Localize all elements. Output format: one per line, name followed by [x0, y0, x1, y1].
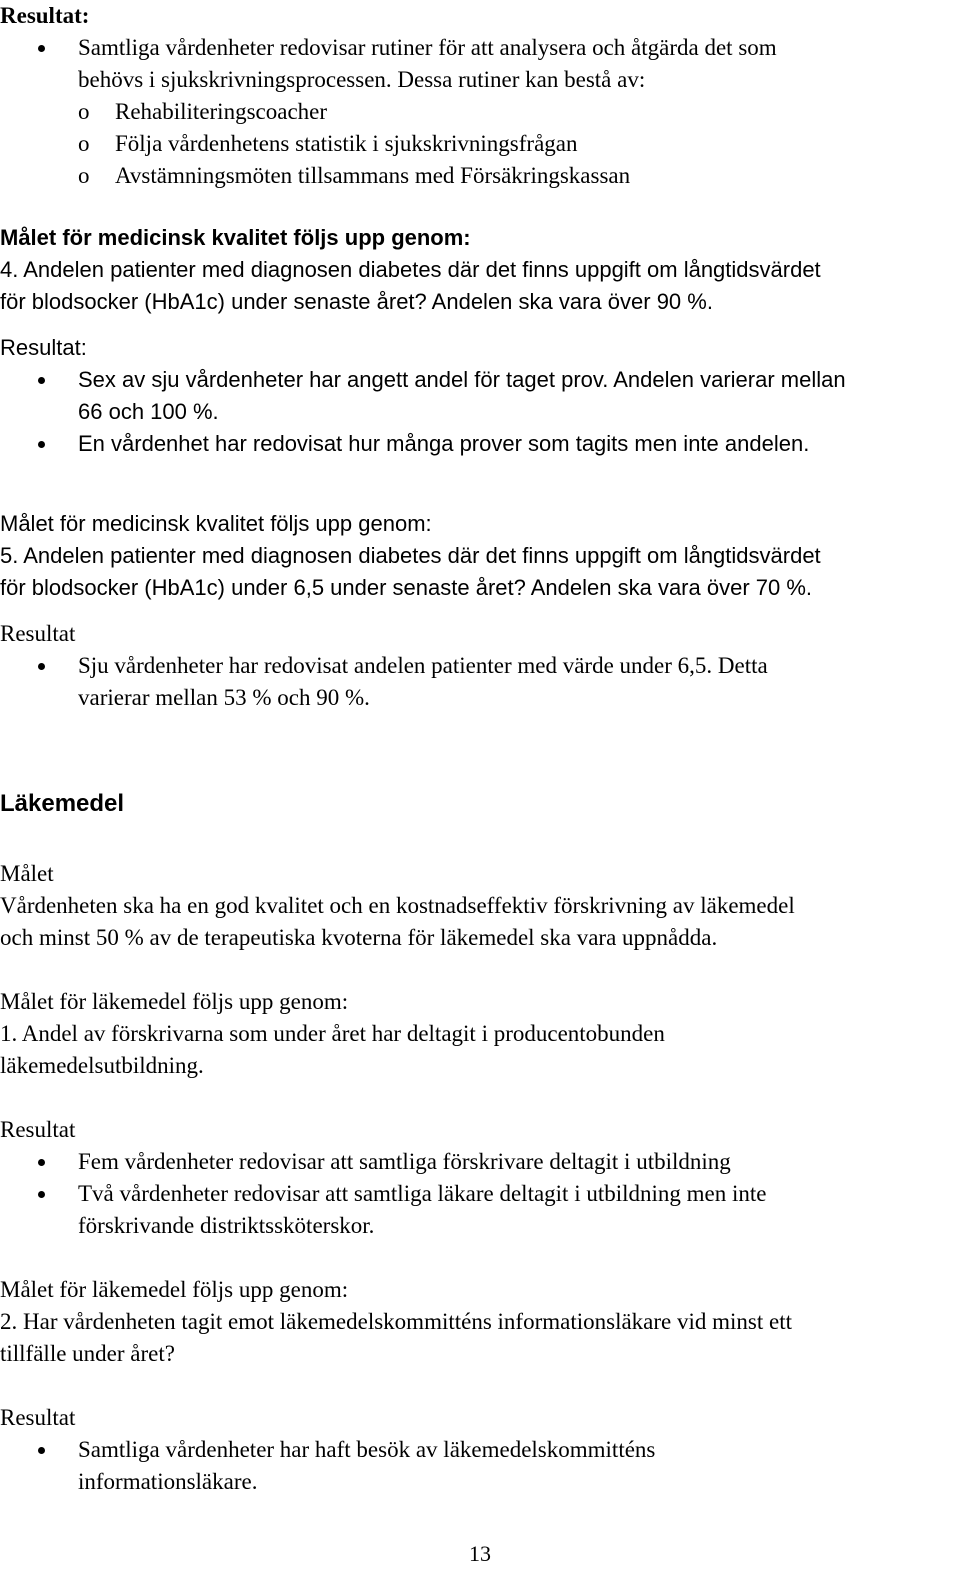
- bullet-text-line: Samtliga vårdenheter redovisar rutiner för att analysera och åtgärda det som: [78, 35, 777, 60]
- sub-bullet-marker: o: [78, 163, 90, 188]
- bullet-text-line: En vårdenhet har redovisat hur många prover som tagits men inte andelen.: [78, 431, 810, 456]
- bullet-list: [0, 32, 960, 96]
- bullet-icon: [38, 1447, 45, 1454]
- goal-text-line: och minst 50 % av de terapeutiska kvoterna för läkemedel ska vara uppnådda.: [0, 925, 718, 950]
- section-goal: [0, 858, 960, 954]
- result-label: Resultat:: [0, 335, 87, 360]
- sub-bullet-marker: o: [78, 131, 90, 156]
- sub-bullet-marker: o: [78, 99, 90, 124]
- section-heading: Målet för läkemedel följs upp genom:: [0, 989, 349, 1014]
- bullet-list: [0, 1146, 960, 1242]
- question-line: läkemedelsutbildning.: [0, 1053, 204, 1078]
- list-item: [0, 1178, 958, 1242]
- question-line: tillfälle under året?: [0, 1341, 175, 1366]
- bullet-icon: [38, 45, 45, 52]
- question-line: 2. Har vårdenheten tagit emot läkemedelskommitténs informationsläkare vid minst ett: [0, 1309, 793, 1334]
- result-label: Resultat: [0, 1405, 76, 1430]
- list-item: [0, 650, 958, 714]
- bullet-icon: [38, 377, 45, 384]
- section-title-lakemedel: Läkemedel: [0, 790, 125, 817]
- section-sjukskrivning-result: [0, 0, 960, 192]
- result-label: Resultat: [0, 621, 76, 646]
- bullet-icon: [38, 1191, 45, 1198]
- question-line: 4. Andelen patienter med diagnosen diabetes där det finns uppgift om långtidsvärdet: [0, 257, 821, 282]
- list-item: [0, 1434, 958, 1498]
- section-education: [0, 986, 960, 1242]
- bullet-text-line: 66 och 100 %.: [78, 399, 219, 424]
- question-line: 1. Andel av förskrivarna som under året har deltagit i producentobunden: [0, 1021, 665, 1046]
- list-item: [0, 364, 958, 428]
- section-hba1c-under-6-5: [0, 508, 960, 714]
- bullet-text-line: behövs i sjukskrivningsprocessen. Dessa rutiner kan bestå av:: [78, 67, 646, 92]
- sub-item-text: Avstämningsmöten tillsammans med Försäkringskassan: [115, 163, 631, 188]
- section-heading: Målet för medicinsk kvalitet följs upp genom:: [0, 511, 432, 536]
- sub-list-item: [0, 128, 960, 160]
- bullet-text-line: informationsläkare.: [78, 1469, 258, 1494]
- result-label: Resultat:: [0, 3, 90, 28]
- bullet-list: [0, 364, 960, 460]
- sub-item-text: Rehabiliteringscoacher: [115, 99, 328, 124]
- list-item: [0, 1146, 958, 1178]
- question-line: för blodsocker (HbA1c) under 6,5 under senaste året? Andelen ska vara över 70 %.: [0, 575, 813, 600]
- bullet-text-line: varierar mellan 53 % och 90 %.: [78, 685, 370, 710]
- bullet-text-line: förskrivande distriktssköterskor.: [78, 1213, 375, 1238]
- bullet-icon: [38, 1159, 45, 1166]
- bullet-list: [0, 650, 960, 714]
- question-line: 5. Andelen patienter med diagnosen diabetes där det finns uppgift om långtidsvärdet: [0, 543, 821, 568]
- page-number: 13: [469, 1541, 491, 1566]
- goal-text-line: Vårdenheten ska ha en god kvalitet och en kostnadseffektiv förskrivning av läkemedel: [0, 893, 795, 918]
- section-hba1c-measured: [0, 222, 960, 460]
- section-information-visit: [0, 1274, 960, 1498]
- section-heading: Målet för läkemedel följs upp genom:: [0, 1277, 349, 1302]
- section-heading: Målet för medicinsk kvalitet följs upp genom:: [0, 225, 471, 250]
- bullet-text-line: Två vårdenheter redovisar att samtliga läkare deltagit i utbildning men inte: [78, 1181, 767, 1206]
- bullet-icon: [38, 663, 45, 670]
- sub-item-text: Följa vårdenhetens statistik i sjukskrivningsfrågan: [115, 131, 578, 156]
- bullet-text-line: Sex av sju vårdenheter har angett andel för taget prov. Andelen varierar mellan: [78, 367, 846, 392]
- bullet-list: [0, 1434, 960, 1498]
- sub-list-item: [0, 96, 960, 128]
- question-line: för blodsocker (HbA1c) under senaste året? Andelen ska vara över 90 %.: [0, 289, 713, 314]
- list-item: [0, 32, 958, 96]
- goal-label: Målet: [0, 861, 54, 886]
- sub-list-item: [0, 160, 960, 192]
- result-label: Resultat: [0, 1117, 76, 1142]
- bullet-text-line: Fem vårdenheter redovisar att samtliga förskrivare deltagit i utbildning: [78, 1149, 731, 1174]
- list-item: [0, 428, 958, 460]
- bullet-icon: [38, 441, 45, 448]
- bullet-text-line: Sju vårdenheter har redovisat andelen patienter med värde under 6,5. Detta: [78, 653, 768, 678]
- bullet-text-line: Samtliga vårdenheter har haft besök av läkemedelskommitténs: [78, 1437, 656, 1462]
